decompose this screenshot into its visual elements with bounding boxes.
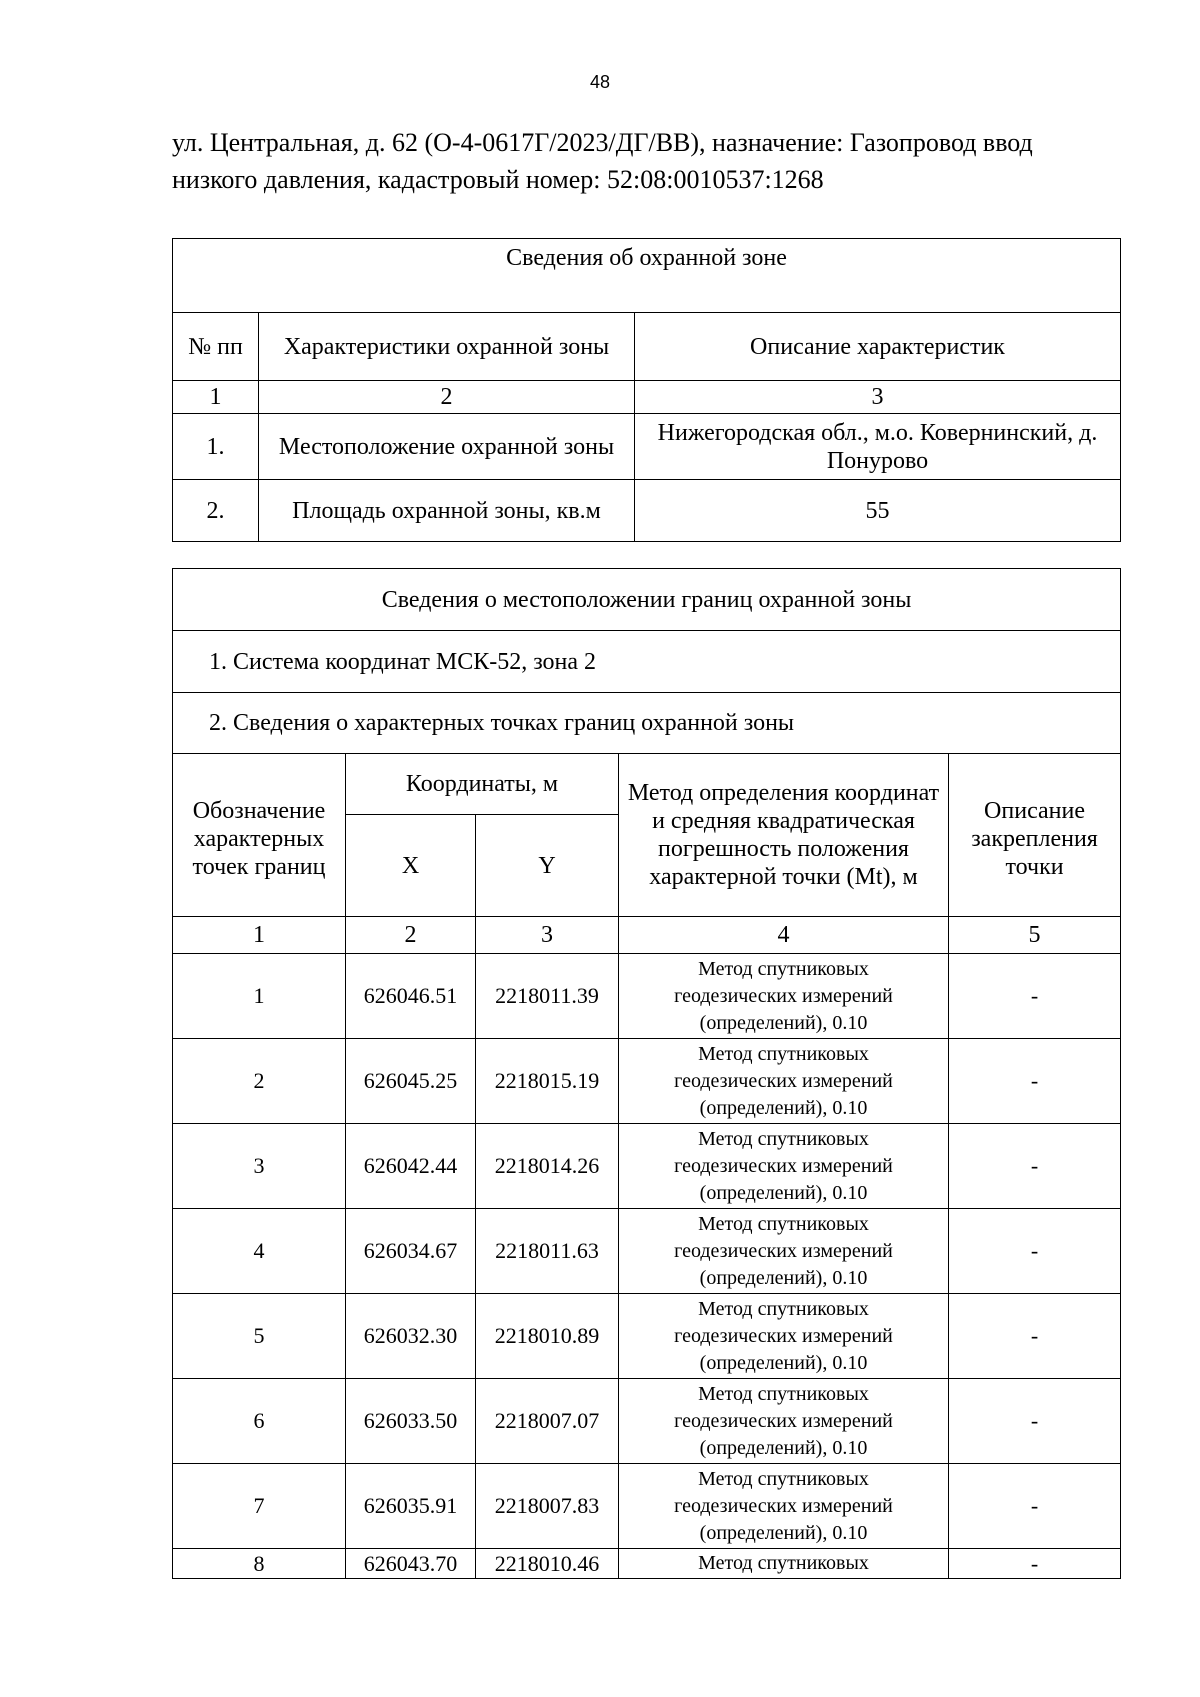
point-fixing: - — [949, 1039, 1121, 1124]
table-row — [173, 954, 1121, 1039]
point-designation: 3 — [173, 1124, 346, 1209]
point-fixing: - — [949, 1549, 1121, 1579]
point-y: 2218011.39 — [476, 954, 619, 1039]
col-number: 1 — [173, 381, 259, 414]
point-x: 626045.25 — [346, 1039, 476, 1124]
point-x: 626035.91 — [346, 1464, 476, 1549]
point-x: 626033.50 — [346, 1379, 476, 1464]
table-row — [173, 414, 1121, 480]
point-fixing: - — [949, 1294, 1121, 1379]
point-y: 2218011.63 — [476, 1209, 619, 1294]
point-designation: 1 — [173, 954, 346, 1039]
method-text-line: Метод спутниковых — [698, 1552, 869, 1574]
table-row — [173, 1124, 1121, 1209]
method-text-line: Метод спутниковых — [698, 1042, 869, 1065]
method-text-line: Метод спутниковых — [698, 957, 869, 980]
method-text-line: (определений), 0.10 — [699, 1436, 868, 1459]
point-designation: 4 — [173, 1209, 346, 1294]
point-y: 2218014.26 — [476, 1124, 619, 1209]
boundary-points-table — [172, 568, 1121, 1579]
table-row — [173, 480, 1121, 542]
point-designation: 7 — [173, 1464, 346, 1549]
row-description: 55 — [635, 480, 1121, 542]
method-text-line: (определений), 0.10 — [699, 1521, 868, 1544]
intro-line-1: ул. Центральная, д. 62 (О-4-0617Г/2023/ДГ/ВВ), назначение: Газопровод ввод — [172, 128, 1033, 157]
header-coordinates: Координаты, м — [346, 754, 619, 815]
method-text-line: геодезических измерений — [674, 1154, 893, 1177]
method-text-line: геодезических измерений — [674, 1239, 893, 1262]
intro-line-2: низкого давления, кадастровый номер: 52:08:0010537:1268 — [172, 165, 824, 194]
point-method — [619, 1464, 949, 1549]
point-y: 2218015.19 — [476, 1039, 619, 1124]
point-x: 626046.51 — [346, 954, 476, 1039]
point-y: 2218007.07 — [476, 1379, 619, 1464]
point-method — [619, 1039, 949, 1124]
point-rows — [173, 954, 1121, 1579]
method-text-line: геодезических измерений — [674, 1494, 893, 1517]
zone-table-title: Сведения об охранной зоне — [173, 239, 1121, 313]
point-designation: 6 — [173, 1379, 346, 1464]
method-text-line: (определений), 0.10 — [699, 1266, 868, 1289]
point-method — [619, 954, 949, 1039]
point-method — [619, 1549, 949, 1579]
point-x: 626043.70 — [346, 1549, 476, 1579]
point-designation: 8 — [173, 1549, 346, 1579]
header-x: X — [346, 815, 476, 917]
method-text-line: Метод спутниковых — [698, 1467, 869, 1490]
col-number: 3 — [476, 917, 619, 954]
method-text-line: геодезических измерений — [674, 1409, 893, 1432]
header-fixing: Описание закрепления точки — [949, 754, 1121, 917]
point-y: 2218007.83 — [476, 1464, 619, 1549]
col-number: 2 — [346, 917, 476, 954]
point-method — [619, 1294, 949, 1379]
header-characteristic: Характеристики охранной зоны — [259, 313, 635, 381]
point-method — [619, 1124, 949, 1209]
header-index: № пп — [173, 313, 259, 381]
row-characteristic: Площадь охранной зоны, кв.м — [259, 480, 635, 542]
page-number: 48 — [589, 72, 611, 92]
method-text-line: (определений), 0.10 — [699, 1011, 868, 1034]
intro-paragraph — [172, 124, 1132, 198]
table-row — [173, 1039, 1121, 1124]
points-section-title: 2. Сведения о характерных точках границ охранной зоны — [173, 693, 1121, 754]
method-text-line: Метод спутниковых — [698, 1382, 869, 1405]
row-number: 2. — [173, 480, 259, 542]
point-fixing: - — [949, 1209, 1121, 1294]
boundary-table-title: Сведения о местоположении границ охранной зоны — [173, 569, 1121, 631]
point-fixing: - — [949, 1379, 1121, 1464]
method-text-line: Метод спутниковых — [698, 1297, 869, 1320]
point-x: 626034.67 — [346, 1209, 476, 1294]
row-description: Нижегородская обл., м.о. Ковернинский, д. Понурово — [635, 414, 1121, 480]
point-fixing: - — [949, 954, 1121, 1039]
coordinate-system: 1. Система координат МСК-52, зона 2 — [173, 631, 1121, 693]
point-designation: 5 — [173, 1294, 346, 1379]
method-text-line: геодезических измерений — [674, 984, 893, 1007]
col-number: 2 — [259, 381, 635, 414]
row-number: 1. — [173, 414, 259, 480]
protection-zone-table — [172, 238, 1121, 542]
table-row — [173, 1549, 1121, 1579]
table-row — [173, 1294, 1121, 1379]
col-number: 1 — [173, 917, 346, 954]
point-fixing: - — [949, 1464, 1121, 1549]
row-characteristic: Местоположение охранной зоны — [259, 414, 635, 480]
method-text-line: (определений), 0.10 — [699, 1351, 868, 1374]
point-x: 626042.44 — [346, 1124, 476, 1209]
point-y: 2218010.46 — [476, 1549, 619, 1579]
col-number: 4 — [619, 917, 949, 954]
method-text-line: (определений), 0.10 — [699, 1181, 868, 1204]
col-number: 5 — [949, 917, 1121, 954]
header-y: Y — [476, 815, 619, 917]
col-number: 3 — [635, 381, 1121, 414]
method-text-line: Метод спутниковых — [698, 1127, 869, 1150]
point-y: 2218010.89 — [476, 1294, 619, 1379]
table-row — [173, 1379, 1121, 1464]
table-row — [173, 1464, 1121, 1549]
point-method — [619, 1379, 949, 1464]
header-description: Описание характеристик — [635, 313, 1121, 381]
method-text-line: (определений), 0.10 — [699, 1096, 868, 1119]
point-designation: 2 — [173, 1039, 346, 1124]
header-point-designation: Обозначение характерных точек границ — [173, 754, 346, 917]
point-fixing: - — [949, 1124, 1121, 1209]
point-method — [619, 1209, 949, 1294]
point-x: 626032.30 — [346, 1294, 476, 1379]
method-text-line: геодезических измерений — [674, 1069, 893, 1092]
method-text-line: геодезических измерений — [674, 1324, 893, 1347]
table-row — [173, 1209, 1121, 1294]
method-text-line: Метод спутниковых — [698, 1212, 869, 1235]
header-method: Метод определения координат и средняя квадратическая погрешность положения характерной точки (Mt), м — [619, 754, 949, 917]
